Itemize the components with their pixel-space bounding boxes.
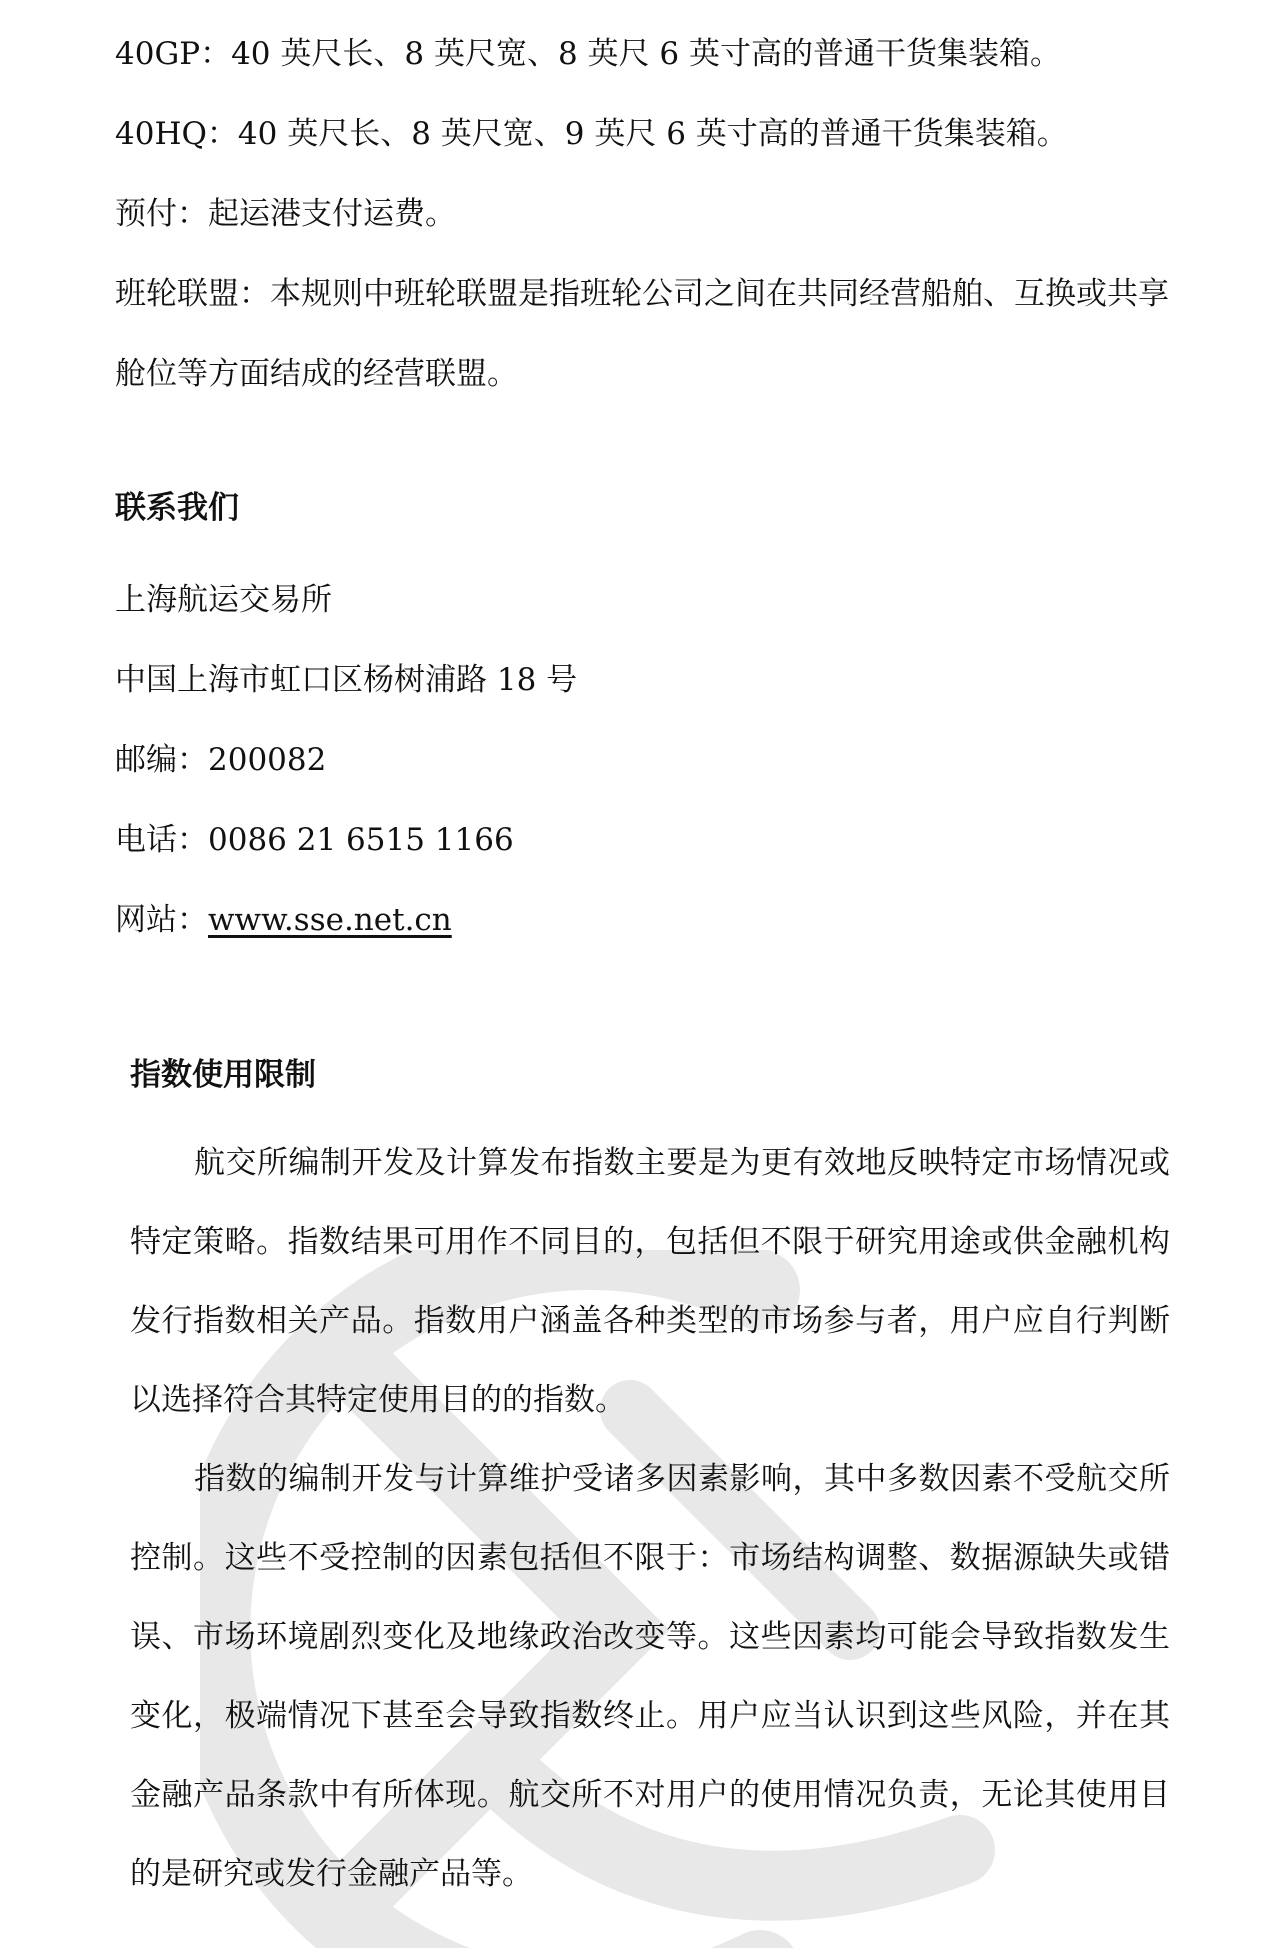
contact-phone: 电话：0086 21 6515 1166	[115, 822, 514, 858]
definition-item: 40GP：40 英尺长、8 英尺宽、8 英尺 6 英寸高的普通干货集装箱。	[115, 36, 1061, 72]
definitions-section	[115, 14, 1175, 414]
limits-heading: 指数使用限制	[130, 1057, 316, 1093]
definition-text: 40 英尺长、8 英尺宽、8 英尺 6 英寸高的普通干货集装箱。	[231, 36, 1061, 72]
definition-text: 40 英尺长、8 英尺宽、9 英尺 6 英寸高的普通干货集装箱。	[237, 116, 1068, 152]
phone-value: 0086 21 6515 1166	[208, 822, 514, 858]
definition-term: 40GP	[115, 36, 201, 72]
website-link[interactable]: www.sse.net.cn	[208, 902, 452, 938]
contact-address: 中国上海市虹口区杨树浦路 18 号	[115, 662, 578, 698]
postcode-value: 200082	[208, 742, 327, 778]
contact-section	[115, 478, 1175, 960]
definition-term: 40HQ	[115, 116, 207, 152]
usage-limits-section	[130, 1040, 1170, 1914]
definition-term: 班轮联盟	[115, 276, 239, 312]
definition-item: 预付：起运港支付运费。	[115, 196, 456, 232]
limits-paragraph-1: 航交所编制开发及计算发布指数主要是为更有效地反映特定市场情况或特定策略。指数结果可用作不同目的，包括但不限于研究用途或供金融机构发行指数相关产品。指数用户涵盖各种类型的市场参与者，用户应自行判断以选择符合其特定使用目的的指数。	[130, 1145, 1170, 1418]
definition-term: 预付	[115, 196, 177, 232]
contact-postcode: 邮编：200082	[115, 742, 327, 778]
definition-item: 班轮联盟：本规则中班轮联盟是指班轮公司之间在共同经营船舶、互换或共享舱位等方面结成的经营联盟。	[115, 276, 1169, 392]
definition-text: 本规则中班轮联盟是指班轮公司之间在共同经营船舶、互换或共享舱位等方面结成的经营联盟。	[115, 276, 1169, 392]
contact-heading: 联系我们	[115, 490, 239, 526]
limits-paragraph-2: 指数的编制开发与计算维护受诸多因素影响，其中多数因素不受航交所控制。这些不受控制的因素包括但不限于：市场结构调整、数据源缺失或错误、市场环境剧烈变化及地缘政治改变等。这些因素均可能会导致指数发生变化，极端情况下甚至会导致指数终止。用户应当认识到这些风险，并在其金融产品条款中有所体现。航交所不对用户的使用情况负责，无论其使用目的是研究或发行金融产品等。	[130, 1461, 1170, 1892]
contact-org: 上海航运交易所	[115, 582, 332, 618]
definition-text: 起运港支付运费。	[208, 196, 456, 232]
contact-website: 网站：www.sse.net.cn	[115, 902, 452, 938]
definition-item: 40HQ：40 英尺长、8 英尺宽、9 英尺 6 英寸高的普通干货集装箱。	[115, 116, 1068, 152]
